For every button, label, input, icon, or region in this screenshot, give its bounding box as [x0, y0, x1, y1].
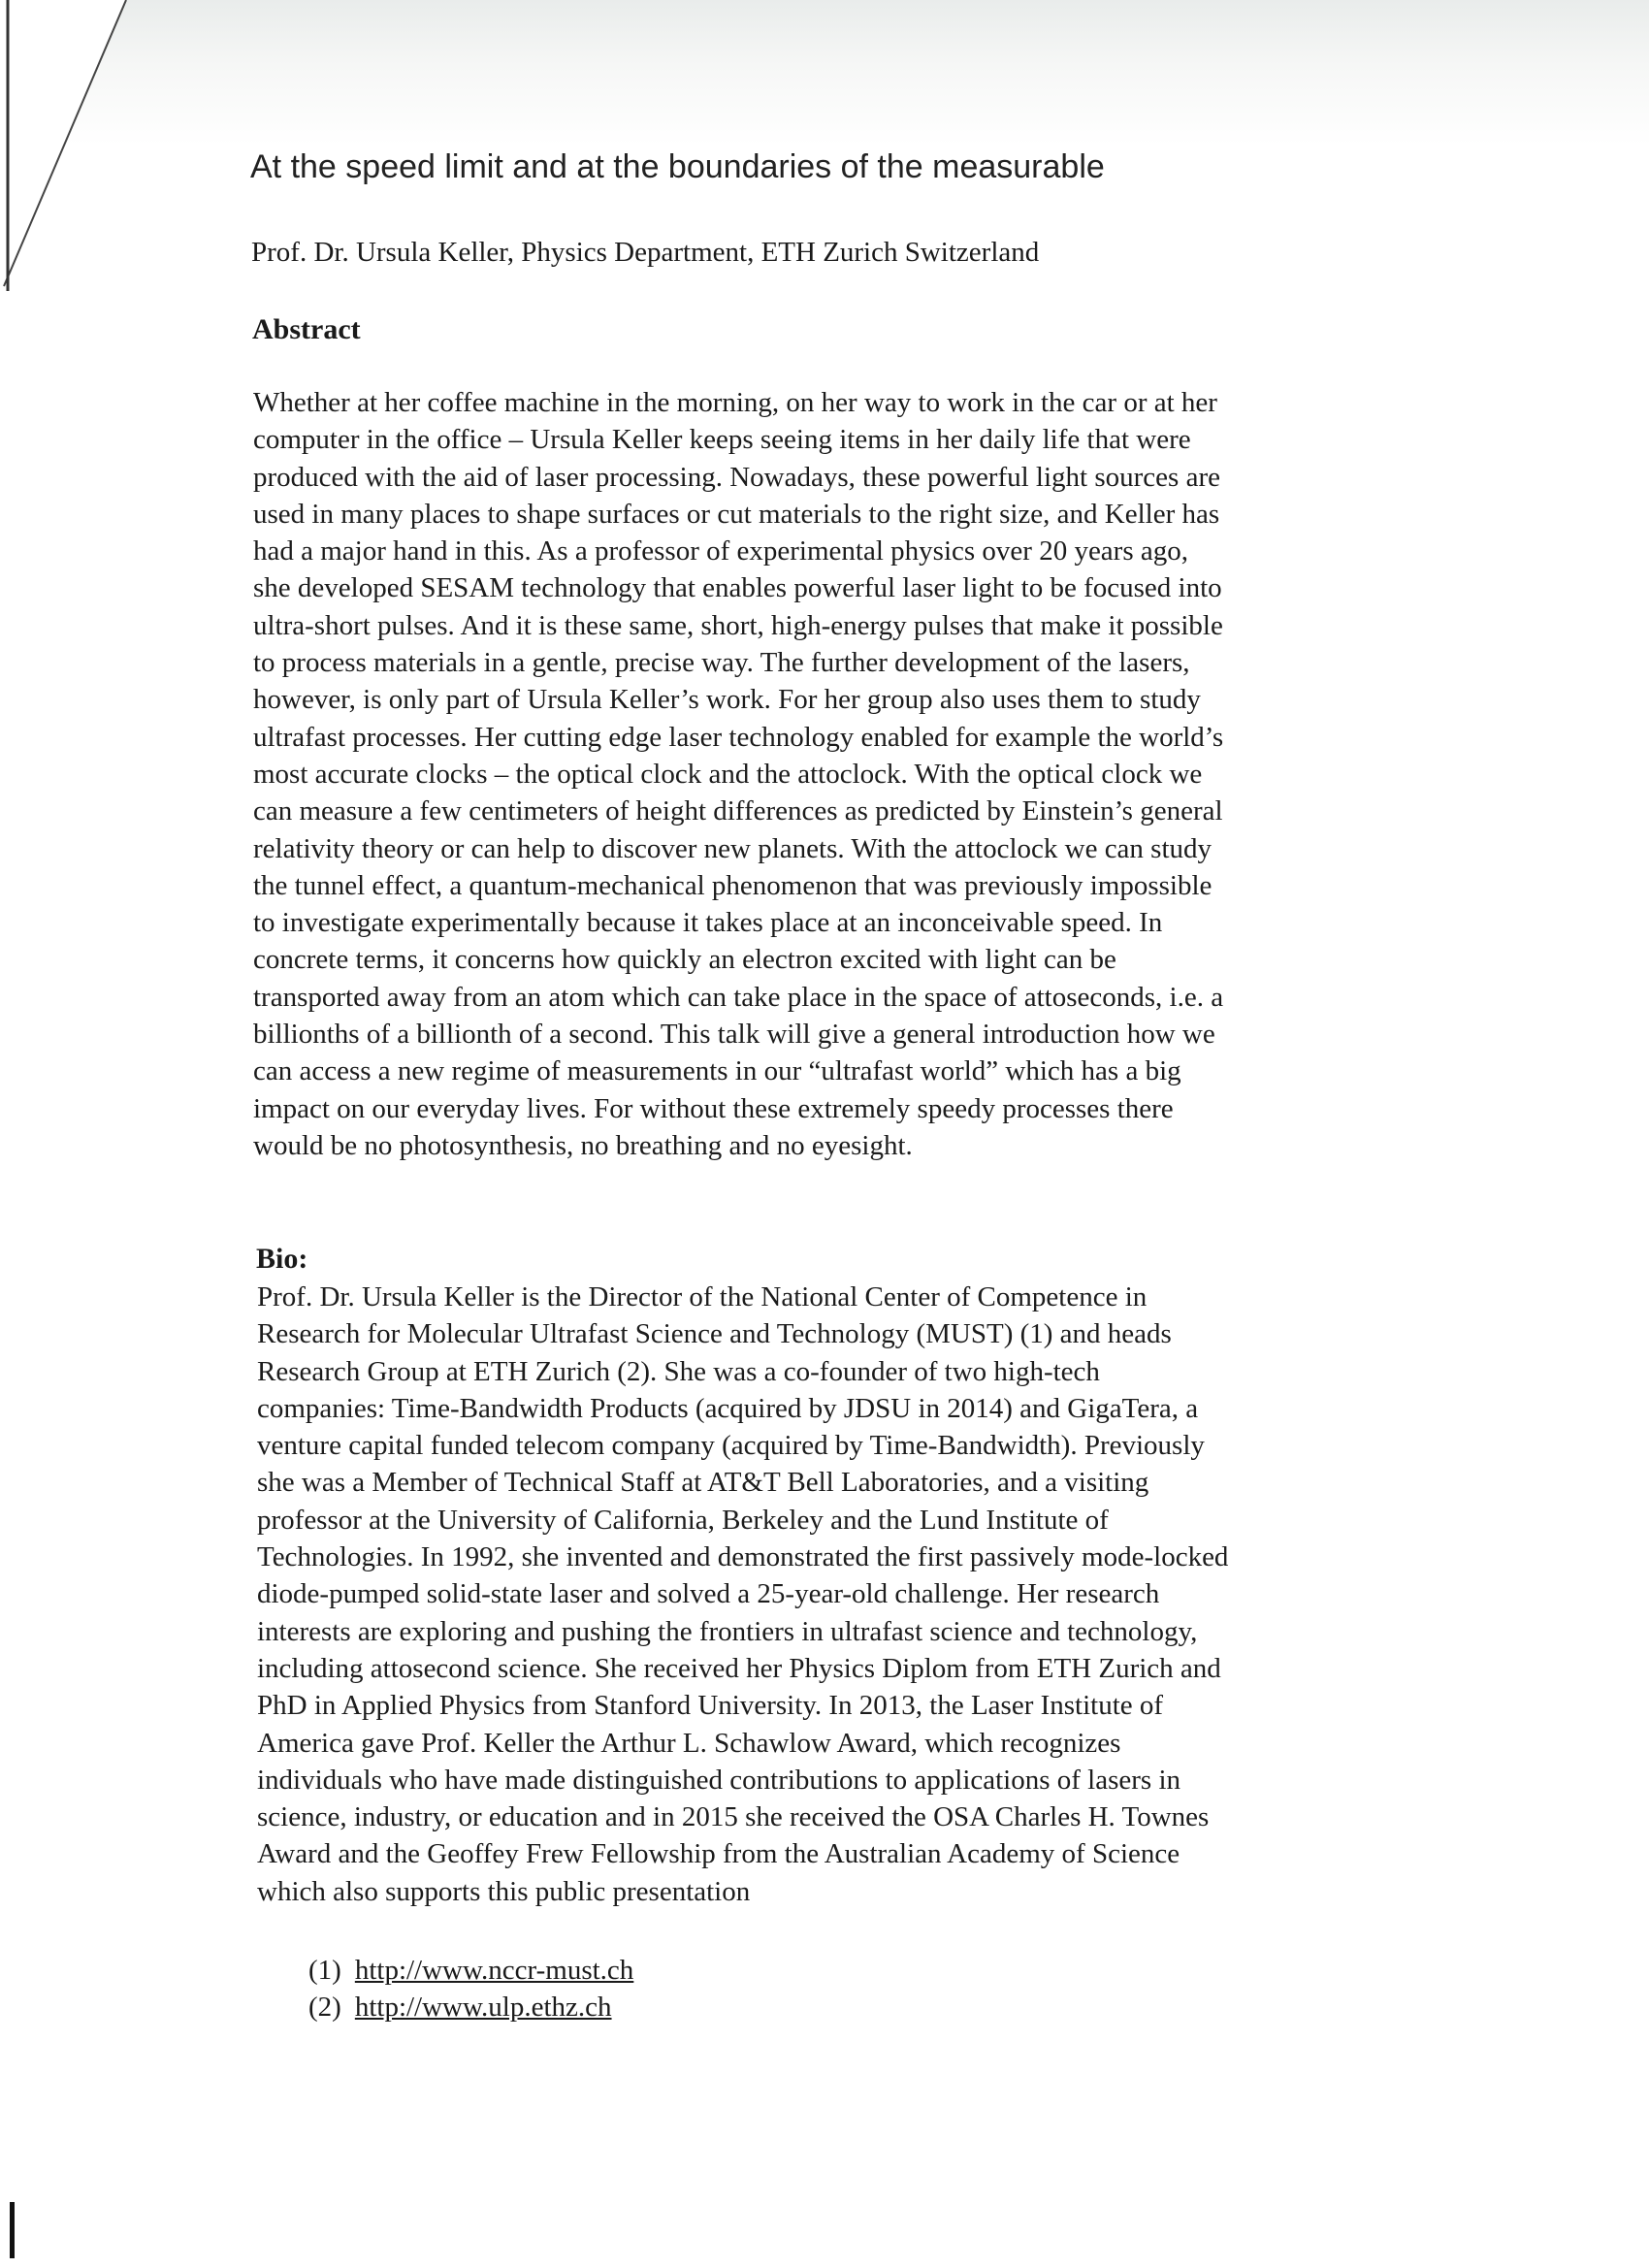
abstract-text-line: most accurate clocks – the optical clock and the attoclock. With the optical clock we	[253, 758, 1203, 790]
bio-text-line: Prof. Dr. Ursula Keller is the Director of the National Center of Competence in	[257, 1281, 1148, 1312]
abstract-text-line: would be no photosynthesis, no breathing and no eyesight.	[253, 1129, 913, 1161]
reference-item	[308, 1952, 633, 1989]
document-title: At the speed limit and at the boundaries of the measurable	[250, 148, 1105, 185]
bio-text-line: Award and the Geoffey Frew Fellowship from the Australian Academy of Science	[257, 1838, 1180, 1870]
reference-item	[308, 1989, 633, 2025]
bio-text-line: venture capital funded telecom company (acquired by Time-Bandwidth). Previously	[257, 1430, 1205, 1462]
bio-text-line: Technologies. In 1992, she invented and demonstrated the first passively mode-locked	[257, 1541, 1229, 1573]
bio-text-line: interests are exploring and pushing the frontiers in ultrafast science and technology,	[257, 1615, 1198, 1647]
abstract-text-line: billionths of a billionth of a second. This talk will give a general introduction how we	[253, 1019, 1215, 1051]
reference-marker: (1)	[308, 1955, 341, 1986]
abstract-text-line: transported away from an atom which can take place in the space of attoseconds, i.e. a	[253, 981, 1224, 1013]
abstract-text-line: however, is only part of Ursula Keller’s work. For her group also uses them to study	[253, 684, 1201, 716]
abstract-heading: Abstract	[252, 313, 361, 345]
reference-marker: (2)	[308, 1992, 341, 2023]
bio-text-line: PhD in Applied Physics from Stanford University. In 2013, the Laser Institute of	[257, 1690, 1164, 1722]
bio-text-line: including attosecond science. She received her Physics Diplom from ETH Zurich and	[257, 1652, 1221, 1684]
abstract-text-line: to investigate experimentally because it takes place at an inconceivable speed. In	[253, 907, 1163, 939]
reference-link[interactable]: http://www.ulp.ethz.ch	[354, 1992, 612, 2023]
bio-paragraph	[257, 1279, 1228, 1910]
abstract-text-line: produced with the aid of laser processing. Nowadays, these powerful light sources are	[253, 461, 1220, 493]
bio-heading: Bio:	[256, 1243, 308, 1275]
abstract-text-line: can measure a few centimeters of height differences as predicted by Einstein’s general	[253, 795, 1223, 827]
reference-link[interactable]: http://www.nccr-must.ch	[354, 1955, 634, 1986]
abstract-text-line: can access a new regime of measurements in our “ultrafast world” which has a big	[253, 1055, 1181, 1087]
author-line: Prof. Dr. Ursula Keller, Physics Department, ETH Zurich Switzerland	[251, 237, 1040, 268]
abstract-text-line: relativity theory or can help to discover new planets. With the attoclock we can study	[253, 832, 1212, 864]
abstract-text-line: ultrafast processes. Her cutting edge laser technology enabled for example the world’s	[253, 721, 1224, 753]
abstract-paragraph	[253, 384, 1223, 1164]
bio-text-line: which also supports this public presentation	[257, 1875, 751, 1907]
abstract-text-line: ultra-short pulses. And it is these same, short, high-energy pulses that make it possible	[253, 609, 1223, 641]
bio-text-line: companies: Time-Bandwidth Products (acquired by JDSU in 2014) and GigaTera, a	[257, 1392, 1199, 1424]
bio-text-line: America gave Prof. Keller the Arthur L. Schawlow Award, which recognizes	[257, 1727, 1121, 1759]
bio-text-line: individuals who have made distinguished contributions to applications of lasers in	[257, 1764, 1181, 1796]
reference-list	[308, 1952, 633, 2025]
abstract-text-line: computer in the office – Ursula Keller keeps seeing items in her daily life that were	[253, 424, 1191, 456]
bio-text-line: Research for Molecular Ultrafast Science and Technology (MUST) (1) and heads	[257, 1318, 1172, 1350]
abstract-text-line: she developed SESAM technology that enables powerful laser light to be focused into	[253, 572, 1222, 604]
bio-text-line: diode-pumped solid-state laser and solved a 25-year-old challenge. Her research	[257, 1578, 1160, 1610]
bio-text-line: she was a Member of Technical Staff at AT&T Bell Laboratories, and a visiting	[257, 1467, 1149, 1499]
abstract-text-line: used in many places to shape surfaces or cut materials to the right size, and Keller has	[253, 498, 1220, 530]
abstract-text-line: the tunnel effect, a quantum-mechanical phenomenon that was previously impossible	[253, 869, 1212, 901]
abstract-text-line: had a major hand in this. As a professor of experimental physics over 20 years ago,	[253, 535, 1188, 567]
abstract-text-line: concrete terms, it concerns how quickly an electron excited with light can be	[253, 944, 1116, 976]
bio-text-line: Research Group at ETH Zurich (2). She was a co-founder of two high-tech	[257, 1355, 1100, 1387]
abstract-text-line: Whether at her coffee machine in the morning, on her way to work in the car or at her	[253, 387, 1217, 418]
bio-text-line: science, industry, or education and in 2015 she received the OSA Charles H. Townes	[257, 1801, 1210, 1833]
bio-text-line: professor at the University of California, Berkeley and the Lund Institute of	[257, 1504, 1109, 1536]
abstract-text-line: impact on our everyday lives. For without these extremely speedy processes there	[253, 1092, 1174, 1124]
abstract-text-line: to process materials in a gentle, precise way. The further development of the lasers,	[253, 647, 1190, 679]
